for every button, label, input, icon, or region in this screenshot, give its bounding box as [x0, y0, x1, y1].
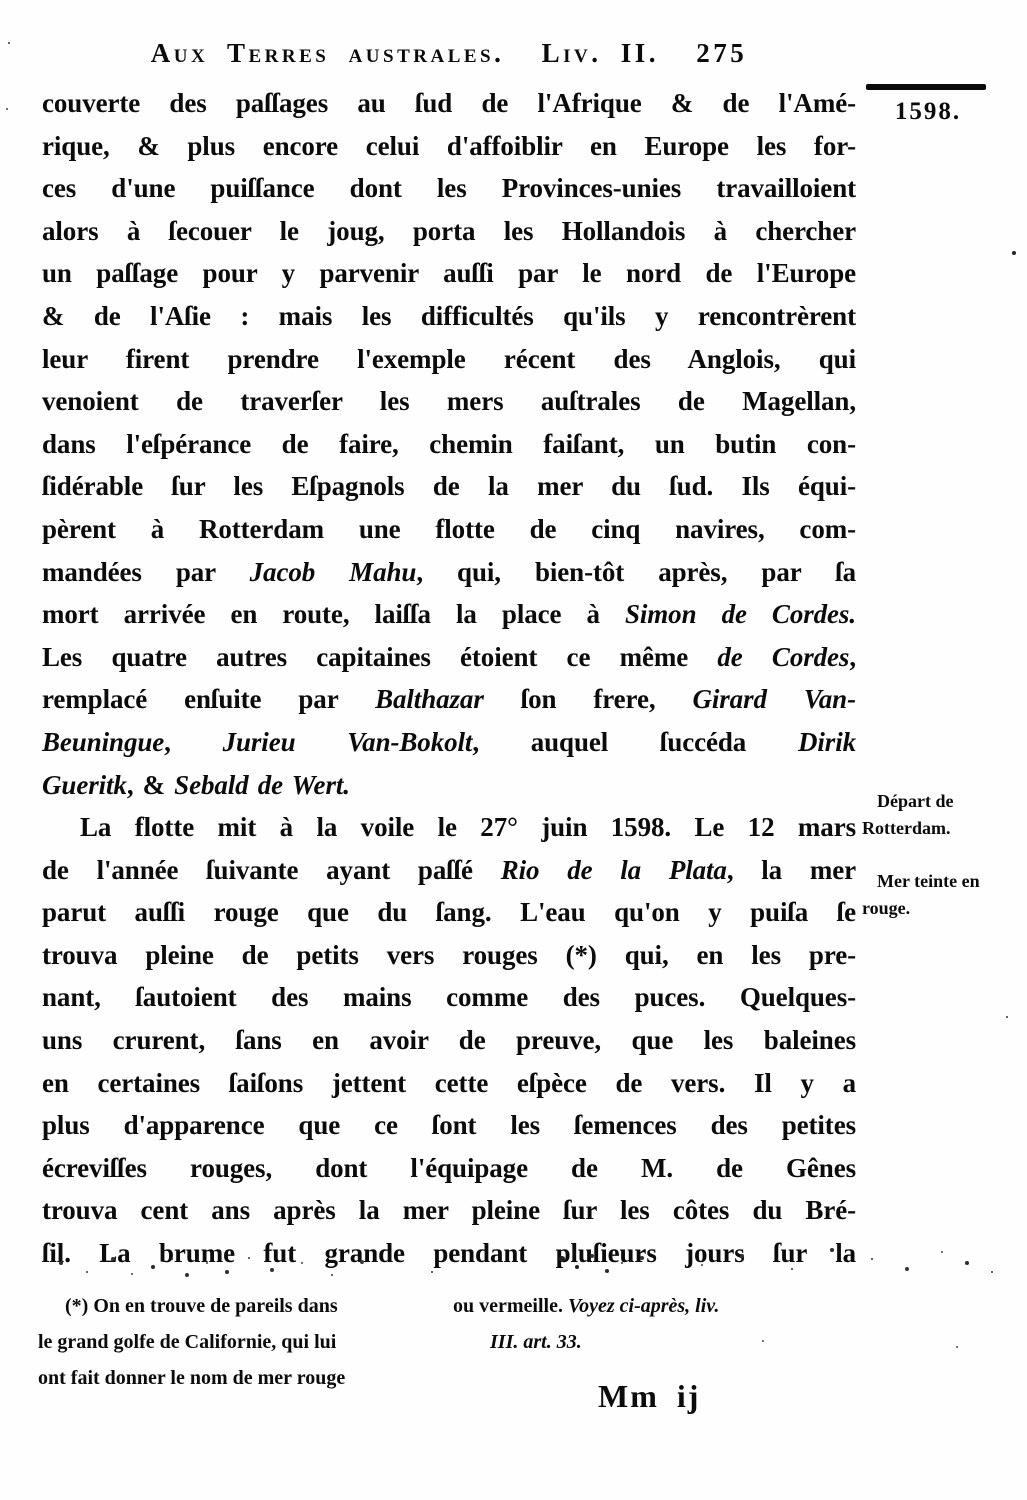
text-segment: , qui, bien-tôt après, par ſa — [416, 556, 856, 587]
text-line — [42, 380, 856, 423]
text-segment: leur firent prendre l'exemple récent des Anglois, qui — [42, 343, 856, 374]
text-line — [42, 551, 856, 594]
text-line — [42, 1232, 856, 1275]
italic-text: Balthazar — [375, 684, 484, 715]
main-text-block — [42, 82, 856, 1275]
text-segment: & de l'Aſie : mais les difficultés qu'ils y rencontrèrent — [42, 300, 856, 331]
text-line — [42, 1189, 856, 1232]
text-line — [42, 721, 856, 764]
italic-text: Voyez ci-après, liv. — [567, 1295, 720, 1317]
italic-text: Simon de Cordes. — [624, 599, 856, 630]
text-line — [42, 764, 856, 807]
text-segment: ou vermeille. — [453, 1295, 568, 1317]
text-segment: ont fait donner le nom de mer rouge — [38, 1367, 346, 1389]
italic-text: Gueritk — [42, 769, 127, 800]
text-line — [42, 1062, 856, 1105]
text-line — [38, 1324, 450, 1360]
text-segment: ſidérable ſur les Eſpagnols de la mer du ſud. Ils équi- — [42, 471, 856, 502]
italic-text: III. art. 33. — [490, 1331, 582, 1353]
text-segment: dans l'eſpérance de faire, chemin faiſant, un butin con- — [42, 428, 856, 459]
text-line — [42, 210, 856, 253]
text-line — [42, 678, 856, 721]
text-segment: La flotte mit à la voile le 27° juin 1598. Le 12 mars — [80, 812, 856, 843]
text-segment: trouva pleine de petits vers rouges (*) qui, en les pre- — [42, 939, 856, 970]
text-segment: nant, ſautoient des mains comme des puces. Quelques- — [42, 982, 856, 1013]
margin-year-note: 1598. — [894, 98, 962, 125]
italic-text: Jurieu Van-Bokolt — [222, 726, 473, 757]
text-line — [42, 636, 856, 679]
text-line — [42, 1019, 856, 1062]
text-segment: (*) On en trouve de pareils dans — [65, 1295, 338, 1317]
text-line — [42, 167, 856, 210]
italic-text: Sebald de Wert. — [174, 769, 350, 800]
text-segment: uns crurent, ſans en avoir de preuve, que les baleines — [42, 1025, 856, 1056]
text-segment: rique, & plus encore celui d'affoiblir en Europe les for- — [42, 130, 856, 161]
text-segment: le grand golfe de Californie, qui lui — [38, 1331, 337, 1353]
book-label: Liv. II. — [541, 38, 659, 68]
text-segment: remplacé enſuite par — [42, 684, 376, 715]
text-segment: parut auſſi rouge que du ſang. L'eau qu'on y puiſa ſe — [42, 897, 856, 928]
text-line — [38, 1360, 450, 1396]
text-segment: , & — [126, 769, 175, 800]
text-segment: mandées par — [42, 556, 250, 587]
text-line — [42, 934, 856, 977]
text-segment: trouva cent ans après la mer pleine ſur les côtes du Bré- — [42, 1195, 856, 1226]
text-line — [42, 82, 856, 125]
text-segment: venoient de traverſer les mers auſtrales de Magellan, — [42, 386, 856, 417]
text-line — [42, 806, 856, 849]
text-line — [453, 1324, 858, 1360]
italic-text: Dirik — [797, 726, 856, 757]
text-line — [42, 295, 856, 338]
text-segment: ſil. La brume fut grande pendant pluſieurs jours ſur la — [42, 1238, 856, 1269]
signature-mark: Mm ij — [598, 1378, 701, 1414]
text-line — [42, 1104, 856, 1147]
text-line — [42, 508, 856, 551]
text-segment: couverte des paſſages au ſud de l'Afrique & de l'Amé- — [42, 88, 856, 118]
text-segment: écreviſſes rouges, dont l'équipage de M. de Gênes — [42, 1152, 856, 1183]
text-segment: , la mer — [726, 854, 856, 885]
margin-note-red-sea: Mer teinte en rouge. — [862, 871, 980, 918]
italic-text: Beuningue — [42, 726, 165, 757]
text-segment: , — [849, 641, 856, 672]
text-segment: de l'année ſuivante ayant paſſé — [42, 854, 501, 885]
text-segment: , auquel ſuccéda — [472, 726, 798, 757]
text-line — [42, 252, 856, 295]
text-segment: un paſſage pour y parvenir auſſi par le nord de l'Europe — [42, 258, 856, 289]
text-segment: , — [164, 726, 223, 757]
text-line — [42, 423, 856, 466]
text-segment: ſon frere, — [483, 684, 693, 715]
italic-text: Jacob Mahu — [249, 556, 417, 587]
text-line — [42, 338, 856, 381]
text-line — [42, 849, 856, 892]
text-line — [38, 1288, 450, 1324]
text-line — [42, 1147, 856, 1190]
text-segment: mort arrivée en route, laiſſa la place à — [42, 599, 625, 630]
text-line — [42, 976, 856, 1019]
text-segment: pèrent à Rotterdam une flotte de cinq navires, com- — [42, 513, 856, 544]
running-header — [42, 38, 856, 69]
text-segment: ces d'une puiſſance dont les Provinces-unies travailloient — [42, 173, 856, 204]
italic-text: Rio de la Plata — [500, 854, 727, 885]
italic-text: de Cordes — [717, 641, 850, 672]
margin-year-rule — [866, 84, 986, 90]
italic-text: Girard Van- — [692, 684, 856, 715]
text-line — [42, 891, 856, 934]
text-line — [42, 125, 856, 168]
page-number: 275 — [696, 38, 748, 68]
footnote-column-left — [38, 1288, 450, 1396]
text-segment: alors à ſecouer le joug, porta les Hollandois à chercher — [42, 215, 856, 246]
text-segment: Les quatre autres capitaines étoient ce même — [42, 641, 718, 672]
running-title: Aux Terres australes. — [150, 38, 505, 68]
text-segment: en certaines ſaiſons jettent cette eſpèce de vers. Il y a — [42, 1067, 856, 1098]
text-line — [42, 593, 856, 636]
text-line — [453, 1288, 858, 1324]
margin-note-departure: Départ de Rotterdam. — [862, 791, 954, 838]
text-line — [42, 465, 856, 508]
text-segment: plus d'apparence que ce ſont les ſemences des petites — [42, 1110, 856, 1141]
footnote-column-right — [453, 1288, 858, 1360]
scan-noise-speckles — [0, 0, 2, 2]
